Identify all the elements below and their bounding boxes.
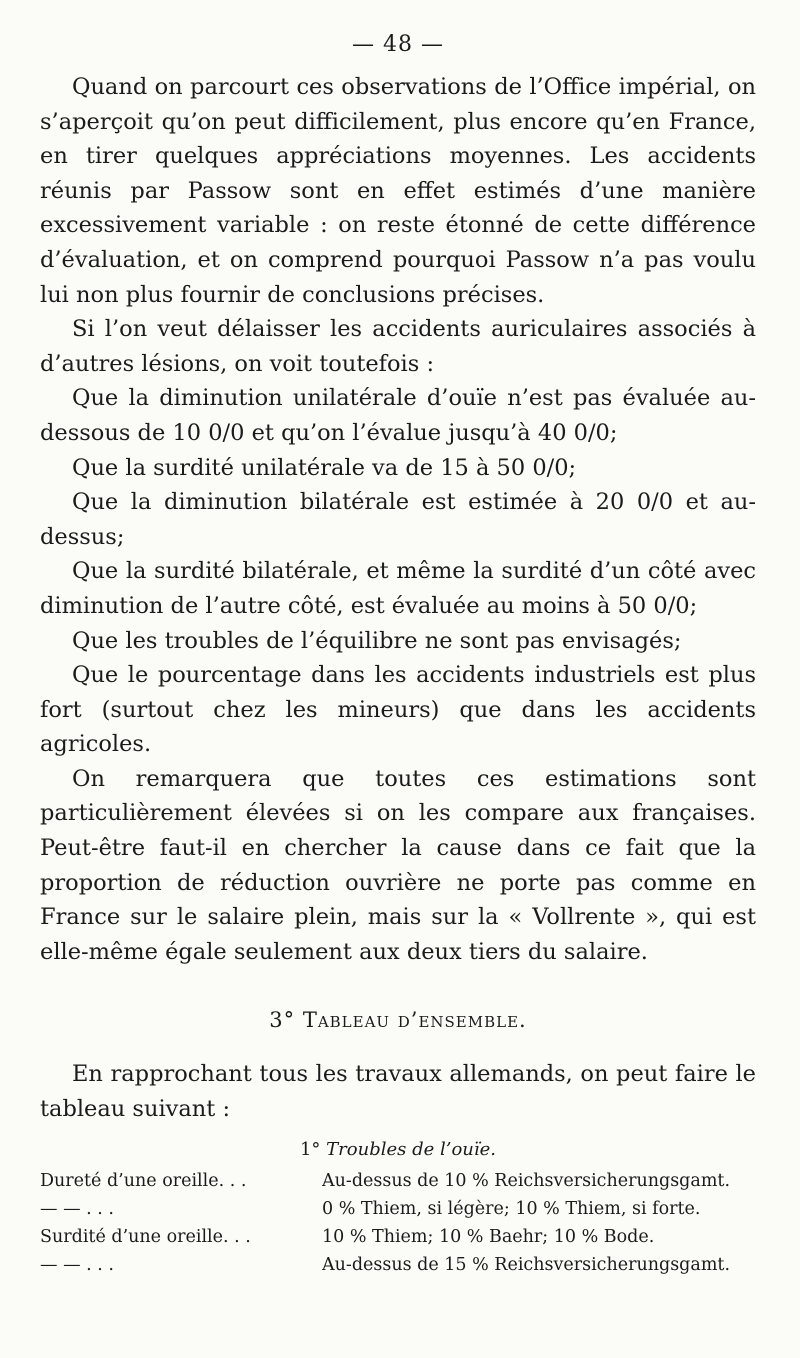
table-row xyxy=(40,1195,768,1223)
paragraph-percentage: Que le pourcentage dans les accidents industriels est plus fort (surtout chez les mineurs) que dans les accidents agricoles. xyxy=(40,662,756,758)
table-row-label: — — . . . xyxy=(40,1254,114,1275)
paragraph-unilateral-diminution: Que la diminution unilatérale d’ouïe n’est pas évaluée au-dessous de 10 0/0 et qu’on l’évalue jusqu’à 40 0/0; xyxy=(40,385,756,446)
paragraph-observations: Quand on parcourt ces observations de l’Office impérial, on s’aperçoit qu’on peut difficilement, plus encore qu’en France, en tirer quelques appréciations moyennes. Les accidents réunis par Passow sont en effet estimés d’une manière excessivement variable : on reste étonné de cette différence d’évaluation, et on comprend pourquoi Passow n’a pas voulu lui non plus fournir de conclusions précises. xyxy=(40,74,756,308)
table-row xyxy=(40,1251,768,1279)
paragraph-bilateral-diminution: Que la diminution bilatérale est estimée à 20 0/0 et au-dessus; xyxy=(40,489,756,550)
paragraph-table-intro: En rapprochant tous les travaux allemands, on peut faire le tableau suivant : xyxy=(40,1061,756,1123)
paragraph-unilateral-deafness: Que la surdité unilatérale va de 15 à 50 0/0; xyxy=(72,454,577,481)
table-row-value: Au-dessus de 15 % Reichsversicherungsgamt. xyxy=(322,1254,731,1275)
table-row xyxy=(40,1167,768,1195)
page-number: — 48 — xyxy=(352,32,444,57)
table-subtitle-text: Troubles de l’ouïe. xyxy=(326,1138,497,1160)
paragraph-bilateral-deafness: Que la surdité bilatérale, et même la surdité d’un côté avec diminution de l’autre côté, est évaluée au moins à 50 0/0; xyxy=(40,558,756,619)
table-row-label: — — . . . xyxy=(40,1198,114,1219)
table-row-value: 0 % Thiem, si légère; 10 % Thiem, si forte. xyxy=(322,1198,701,1219)
section-title: 3° Tableau d’ensemble. xyxy=(269,1008,527,1033)
table-row-label: Dureté d’une oreille. . . xyxy=(40,1170,247,1191)
table-subtitle xyxy=(40,1137,756,1163)
table-row-label: Surdité d’une oreille. . . xyxy=(40,1226,251,1247)
table-row-value: Au-dessus de 10 % Reichsversicherungsgamt. xyxy=(322,1170,731,1191)
paragraph-intro-conclusions: Si l’on veut délaisser les accidents auriculaires associés à d’autres lésions, on voit toutefois : xyxy=(40,316,756,377)
table-row xyxy=(40,1223,768,1251)
table-row-value: 10 % Thiem; 10 % Baehr; 10 % Bode. xyxy=(322,1226,655,1247)
paragraph-remark: On remarquera que toutes ces estimations sont particulièrement élevées si on les compare aux françaises. Peut-être faut-il en chercher la cause dans ce fait que la proportion de réduction ouvrière ne porte pas comme en France sur le salaire plein, mais sur la « Vollrente », qui est elle-même égale seulement aux deux tiers du salaire. xyxy=(40,765,756,965)
table-subtitle-number: 1° xyxy=(299,1138,321,1160)
paragraph-equilibrium: Que les troubles de l’équilibre ne sont pas envisagés; xyxy=(72,627,682,654)
hearing-table xyxy=(40,1167,768,1279)
